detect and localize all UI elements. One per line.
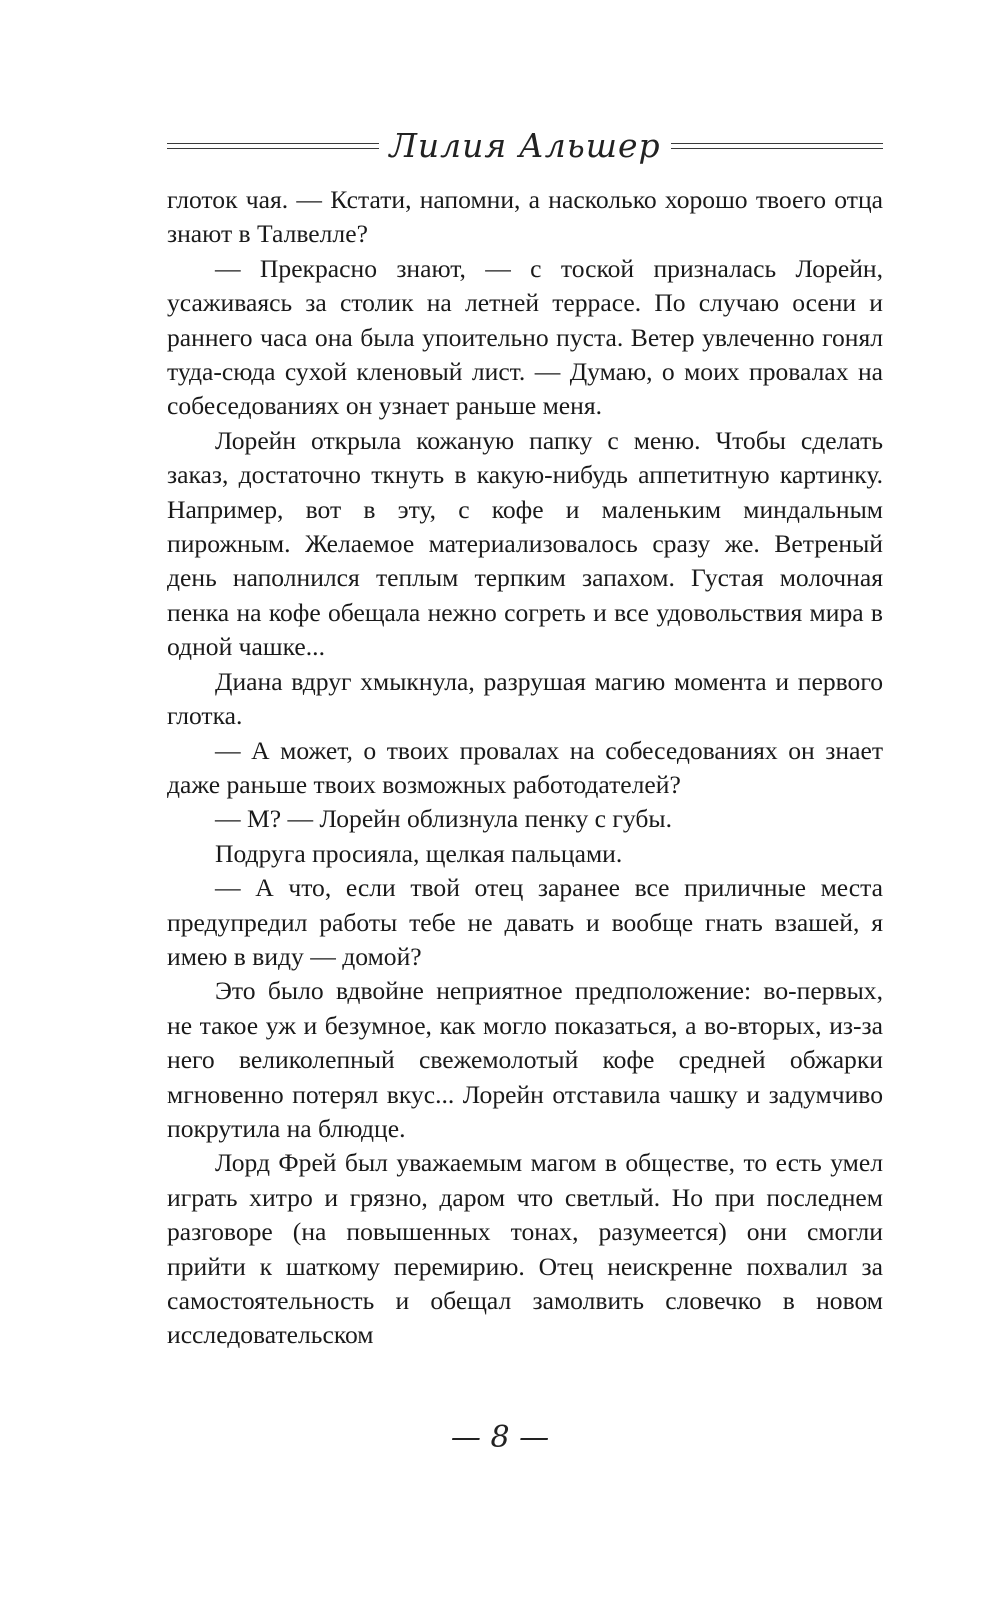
running-header: [167, 118, 883, 178]
paragraph: — М? — Лорейн облизнула пенку с губы.: [215, 804, 672, 834]
paragraph: — Прекрасно знают, — с тоской призналась Лорейн, усаживаясь за столик на летней террасе. По случаю осени и раннего часа она была упоительно пуста. Ветер увлеченно гонял туда-сюда сухой кленовый лист. — Думаю, о моих провалах на собеседованиях он узнает раньше меня.: [167, 253, 883, 421]
page-number: — 8 —: [450, 1420, 550, 1455]
paragraph: Подруга просияла, щелкая пальцами.: [215, 838, 623, 868]
paragraph: — А что, если твой отец заранее все приличные места предупредил работы тебе не давать и вообще гнать взашей, я имею в виду — домой?: [167, 873, 883, 971]
body-text: [167, 183, 883, 1353]
paragraph: Лорейн открыла кожаную папку с меню. Чтобы сделать заказ, достаточно ткнуть в какую-нибудь аппетитную картинку. Например, вот в эту, с кофе и маленьким миндальным пирожным. Желаемое материализовалось сразу же. Ветреный день наполнился теплым терпким запахом. Густая молочная пенка на кофе обещала нежно согреть и все удовольствия мира в одной чашке...: [167, 425, 883, 662]
header-rule-left: [167, 143, 379, 150]
paragraph: Это было вдвойне неприятное предположение: во-первых, не такое уж и безумное, как могло показаться, а во-вторых, из-за него великолепный свежемолотый кофе средней обжарки мгновенно потерял вкус... Лорейн отставила чашку и задумчиво покрутила на блюдце.: [167, 976, 883, 1143]
author-name: Лилия Альшер: [389, 126, 661, 165]
paragraph: Диана вдруг хмыкнула, разрушая магию момента и первого глотка.: [167, 666, 883, 731]
paragraph: Лорд Фрей был уважаемым магом в обществе, то есть умел играть хитро и грязно, даром что светлый. Но при последнем разговоре (на повышенных тонах, разумеется) они смогли прийти к шаткому перемирию. Отец неискренне похвалил за самостоятельность и обещал замолвить словечко в новом исследовательском: [167, 1148, 883, 1350]
paragraph: глоток чая. — Кстати, напомни, а насколько хорошо твоего отца знают в Талвелле?: [167, 185, 883, 249]
header-rule-right: [671, 143, 883, 150]
paragraph: — А может, о твоих провалах на собеседованиях он знает даже раньше твоих возможных работодателей?: [167, 735, 883, 799]
